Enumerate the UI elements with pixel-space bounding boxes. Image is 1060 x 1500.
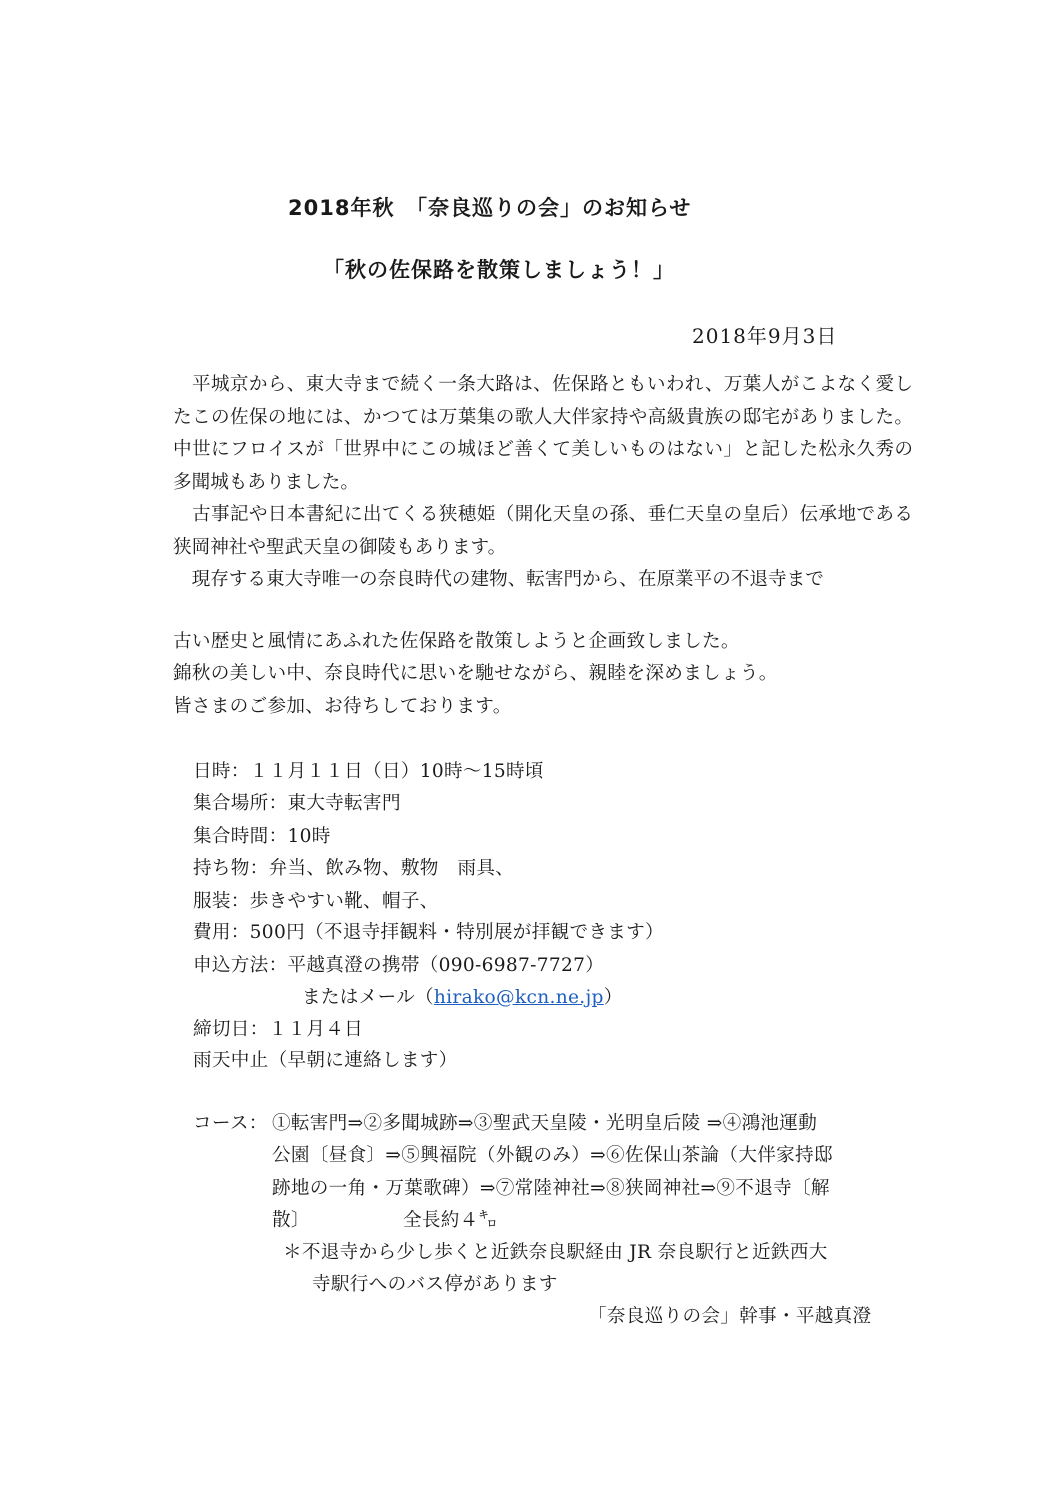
detail-meeting-time: 集合時間：10時 [193,826,331,847]
course-line-1: ①転害門⇒②多聞城跡⇒③聖武天皇陵・光明皇后陵 ⇒④鴻池運動 [272,1113,818,1134]
notice-date: 2018年9月3日 [692,324,838,348]
intro-paragraph-3a: 現存する東大寺唯一の奈良時代の建物、転害門から、在原業平の不退寺まで [173,569,824,590]
apply-mail-prefix: またはメール（ [302,987,434,1008]
detail-rain: 雨天中止（早朝に連絡します） [193,1050,458,1071]
intro-paragraph-3b: 古い歴史と風情にあふれた佐保路を散策しようと企画致しました。 [173,631,740,652]
course-line-3: 跡地の一角・万葉歌碑）⇒⑦常陸神社⇒⑧狭岡神社⇒⑨不退寺〔解 [272,1178,830,1199]
intro-paragraph-5: 皆さまのご参加、お待ちしております。 [173,696,512,717]
detail-apply: 申込方法：平越真澄の携帯（090-6987-7727） [193,955,605,976]
detail-belongings: 持ち物：弁当、飲み物、敷物 雨具、 [193,858,515,879]
course-total-length: 全長約４㌔ [403,1210,498,1231]
intro-paragraph-4: 錦秋の美しい中、奈良時代に思いを馳せながら、親睦を深めましょう。 [173,663,778,684]
intro-paragraph-1: 平城京から、東大寺まで続く一条大路は、佐保路ともいわれ、万葉人がこよなく愛したこの佐保の地には、かつては万葉集の歌人大伴家持や高級貴族の邸宅がありました。中世にフロイスが「世界中にこの城ほど善くて美しいものはない」と記した松永久秀の多聞城もありました。 [173,374,913,493]
detail-apply-mail [302,986,623,1010]
course-line-4-start: 散〕 [272,1210,310,1231]
detail-clothing: 服装：歩きやすい靴、帽子、 [193,891,439,912]
apply-mail-suffix: ） [603,987,623,1008]
detail-datetime: 日時：１１月１１日（日）10時～15時頃 [193,761,544,782]
detail-deadline: 締切日：１１月４日 [193,1019,364,1040]
signature: 「奈良巡りの会」幹事・平越真澄 [588,1306,872,1327]
detail-meeting-place: 集合場所：東大寺転害門 [193,793,401,814]
page-title: 2018年秋 「奈良巡りの会」のお知らせ [288,196,692,220]
course-label: コース： [193,1113,268,1134]
detail-fee: 費用：500円（不退寺拝観料・特別展が拝観できます） [193,922,664,943]
page-subtitle: 「秋の佐保路を散策しましょう！」 [323,258,675,282]
course-line-2: 公園〔昼食〕⇒⑤興福院（外観のみ）⇒⑥佐保山茶論（大伴家持邸 [272,1145,833,1166]
course-note-1: ＊不退寺から少し歩くと近鉄奈良駅経由 JR 奈良駅行と近鉄西大 [283,1242,828,1263]
course-note-2: 寺駅行へのバス停があります [312,1274,558,1295]
email-link[interactable]: hirako@kcn.ne.jp [433,987,604,1008]
intro-paragraph-2: 古事記や日本書紀に出てくる狭穂姫（開化天皇の孫、垂仁天皇の皇后）伝承地である狭岡神社や聖武天皇の御陵もあります。 [173,504,913,558]
